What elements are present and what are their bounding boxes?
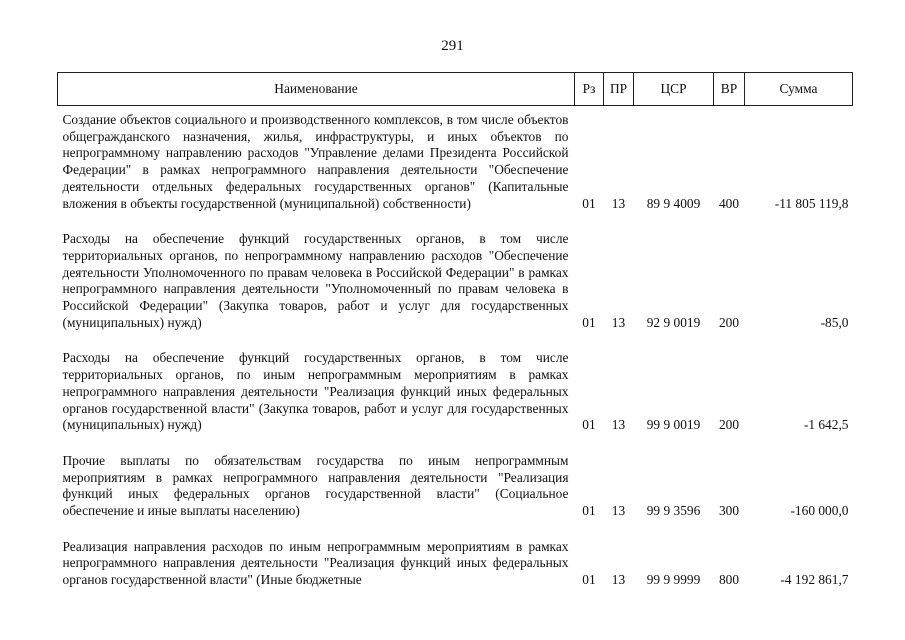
table-header-row [58,73,853,106]
header-vr: ВР [714,73,745,106]
row-name: Расходы на обеспечение функций государственных органов, в том числе территориальных органов, по непрограммному направлению расходов "Обеспечение деятельности Уполномоченного по правам человека в Российской Федерации" в рамках непрограммного направления деятельности "Уполномоченный по правам человека в Российской Федерации" (Закупка товаров, работ и услуг для государственных (муниципальных) нужд) [62,231,569,330]
table-row [58,231,853,331]
table-row [58,453,853,520]
row-name-text: Реализация направления расходов по иным непрограммным мероприятиям в рамках непрограммного направления деятельности "Реализация функций иных федеральных органов государственной власти" (Иные бюджетные [62,538,569,588]
row-pr: 13 [611,314,626,330]
row-vr: 200 [718,417,740,433]
row-csr: 99 9 9999 [646,572,701,588]
row-vr: 300 [718,503,740,519]
row-vr: 800 [718,572,740,588]
row-sum: -4 192 861,7 [780,572,849,588]
row-rz: 01 [582,314,596,330]
row-csr: 89 9 4009 [646,195,701,211]
row-csr: 99 9 3596 [646,503,701,519]
table-row [58,350,853,434]
row-rz: 01 [582,417,596,433]
row-pr: 13 [611,195,626,211]
header-name: Наименование [58,73,575,106]
row-name: Создание объектов социального и производственного комплексов, в том числе объектов общегражданского назначения, жилья, инфраструктуры, и иных объектов по непрограммному направлению расходов "Управление делами Президента Российской Федерации" в рамках непрограммного направления деятельности "Обеспечение деятельности отдельных федеральных государственных органов" (Капитальные вложения в объекты государственной (муниципальной) собственности) [62,112,569,211]
row-sum: -85,0 [820,314,849,330]
budget-table [57,72,853,589]
row-vr: 200 [718,314,740,330]
row-name [58,539,575,589]
row-vr: 400 [718,195,740,211]
row-sum: -11 805 119,8 [774,195,849,211]
header-csr: ЦСР [634,73,714,106]
header-sum: Сумма [745,73,853,106]
table-row [58,106,853,213]
row-pr: 13 [611,503,626,519]
row-name: Расходы на обеспечение функций государственных органов, в том числе территориальных органов, по иным непрограммным мероприятиям в рамках непрограммного направления деятельности "Реализация функций иных федеральных органов государственной власти" (Закупка товаров, работ и услуг для государственных (муниципальных) нужд) [62,350,569,433]
row-name: Прочие выплаты по обязательствам государства по иным непрограммным мероприятиям в рамках непрограммного направления деятельности "Реализация функций иных федеральных органов государственной власти" (Социальное обеспечение и иные выплаты населению) [62,452,569,519]
page-number: 291 [441,38,464,54]
row-csr: 99 9 0019 [646,417,701,433]
header-rz: Рз [575,73,604,106]
row-rz: 01 [582,503,596,519]
row-sum: -1 642,5 [803,417,849,433]
row-pr: 13 [611,572,626,588]
row-pr: 13 [611,417,626,433]
row-rz: 01 [582,572,596,588]
table-row [58,539,853,589]
row-rz: 01 [582,195,596,211]
row-csr: 92 9 0019 [646,314,701,330]
header-pr: ПР [604,73,634,106]
row-sum: -160 000,0 [790,503,849,519]
